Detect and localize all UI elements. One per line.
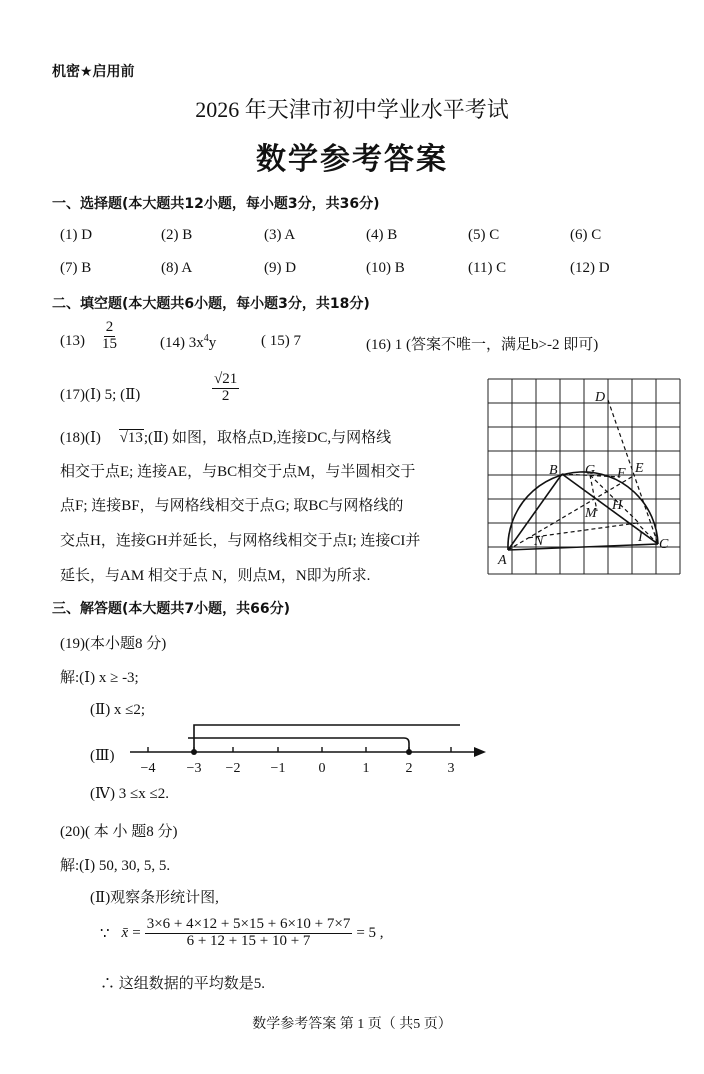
answer-14-exponent: 4 [203,333,209,344]
q20-step-1: 解:(Ⅰ) 50, 30, 5, 5. [60,858,171,874]
label-point-C: C [659,537,669,552]
question-20-title: (20)( 本 小 题8 分) [60,824,178,840]
answer-item: (4) B [366,227,398,243]
label-point-E: E [635,461,644,476]
answer-17-fraction [212,372,239,405]
label-point-F: F [617,466,626,481]
label-point-B: B [549,463,558,478]
tick-label: 0 [318,761,326,776]
answer-15: ( 15) 7 [261,333,301,349]
number-line [128,720,490,778]
tick-label: 3 [447,761,455,776]
answer-18-line-2: 相交于点E; 连接AE，与BC相交于点M，与半圆相交于 [60,464,416,480]
answer-16: (16) 1 (答案不唯一，满足b>-2 即可) [366,337,599,353]
answer-18-line-3: 点F; 连接BF，与网格线相交于点G; 取BC与网格线的 [60,498,404,514]
fraction-denominator: 15 [102,335,117,352]
page-footer: 数学参考答案 第 1 页（ 共5 页） [252,1017,452,1032]
q19-step-3-label: (Ⅲ) [90,748,115,764]
mean-symbol: x̄ [121,924,129,941]
answer-item: (11) C [468,260,507,276]
answer-item: (2) B [161,227,193,243]
mean-numerator: 3×6 + 4×12 + 5×15 + 6×10 + 7×7 [146,916,351,932]
fraction-denominator: 2 [221,387,230,404]
mean-formula: ∵ x̄ = $\frac{3\times 6 + 4\times 12 + 5\times 15 + 6\times 10 + 7\times 7}{6 + 12 + 15 + 10 + 7}$ = 5 , [100,916,384,949]
section-heading-solutions: 三、解答题(本大题共7小题，共66分) [52,601,291,617]
label-point-G: G [585,463,596,478]
answer-item: (6) C [570,227,602,243]
label-point-H: H [612,498,623,513]
answer-item: (1) D [60,227,93,243]
question-19-title: (19)(本小题8 分) [60,636,167,652]
mean-result: = 5 , [356,924,384,941]
tick-label: −4 [140,761,156,776]
q19-step-2: (Ⅱ) x ≤2; [90,702,146,718]
section-heading-fill: 二、填空题(本大题共6小题，每小题3分，共18分) [52,296,370,312]
label-point-N: N [534,534,544,549]
tick-label: −2 [225,761,241,776]
tick-label: −1 [270,761,286,776]
answer-item: (10) B [366,260,405,276]
answer-item: (7) B [60,260,92,276]
mean-denominator: 6 + 12 + 15 + 10 + 7 [186,932,311,949]
fraction-numerator: 2 [105,319,114,335]
because-symbol: ∵ [100,925,110,942]
exam-title: 2026 年天津市初中学业水平考试 [195,97,509,122]
section-heading-choice: 一、选择题(本大题共12小题，每小题3分，共36分) [52,196,380,212]
answer-item: (5) C [468,227,500,243]
answer-18-line-4: 交点H，连接GH并延长，与网格线相交于点I; 连接CI并 [60,533,421,549]
answer-item: (8) A [161,260,193,276]
label-point-M: M [585,506,597,521]
confidential-label: 机密★启用前 [52,64,135,80]
answer-17-text: (17)(Ⅰ) 5; (Ⅱ) [60,387,141,403]
fraction-numerator: √21 [214,371,238,387]
q20-step-2: (Ⅱ)观察条形统计图, [90,890,219,906]
answer-14-label: (14) [160,335,185,351]
answer-18-suffix: ;(Ⅱ) 如图，取格点D,连接DC,与网格线 [143,430,392,446]
q19-step-4: (Ⅳ) 3 ≤x ≤2. [90,786,169,802]
answer-14 [160,333,216,352]
answer-item: (9) D [264,260,297,276]
answer-13-label: (13) [60,333,85,349]
answer-18-line-5: 延长，与AM 相交于点 N，则点M，N即为所求. [60,568,371,584]
answer-18-line-1 [60,426,391,447]
answer-item: (3) A [264,227,296,243]
answer-item: (12) D [570,260,610,276]
label-point-D: D [595,390,606,405]
answer-18-prefix: (18)(Ⅰ) [60,430,101,446]
answer-13-fraction [100,320,119,353]
label-point-I: I [638,530,643,545]
q19-step-1: 解:(Ⅰ) x ≥ -3; [60,670,139,686]
label-point-A: A [498,553,507,568]
geometry-grid-figure [487,378,682,576]
answer-14-tail: y [208,335,217,351]
semicircle-arc [508,472,658,550]
answer-18-sqrt: √13 [119,430,143,446]
page-title: 数学参考答案 [256,142,448,177]
tick-label: 1 [362,761,370,776]
tick-label: −3 [186,761,202,776]
answer-14-base: 3x [188,335,204,351]
tick-label: 2 [405,761,413,776]
q20-conclusion: ∴ 这组数据的平均数是5. [100,976,266,992]
